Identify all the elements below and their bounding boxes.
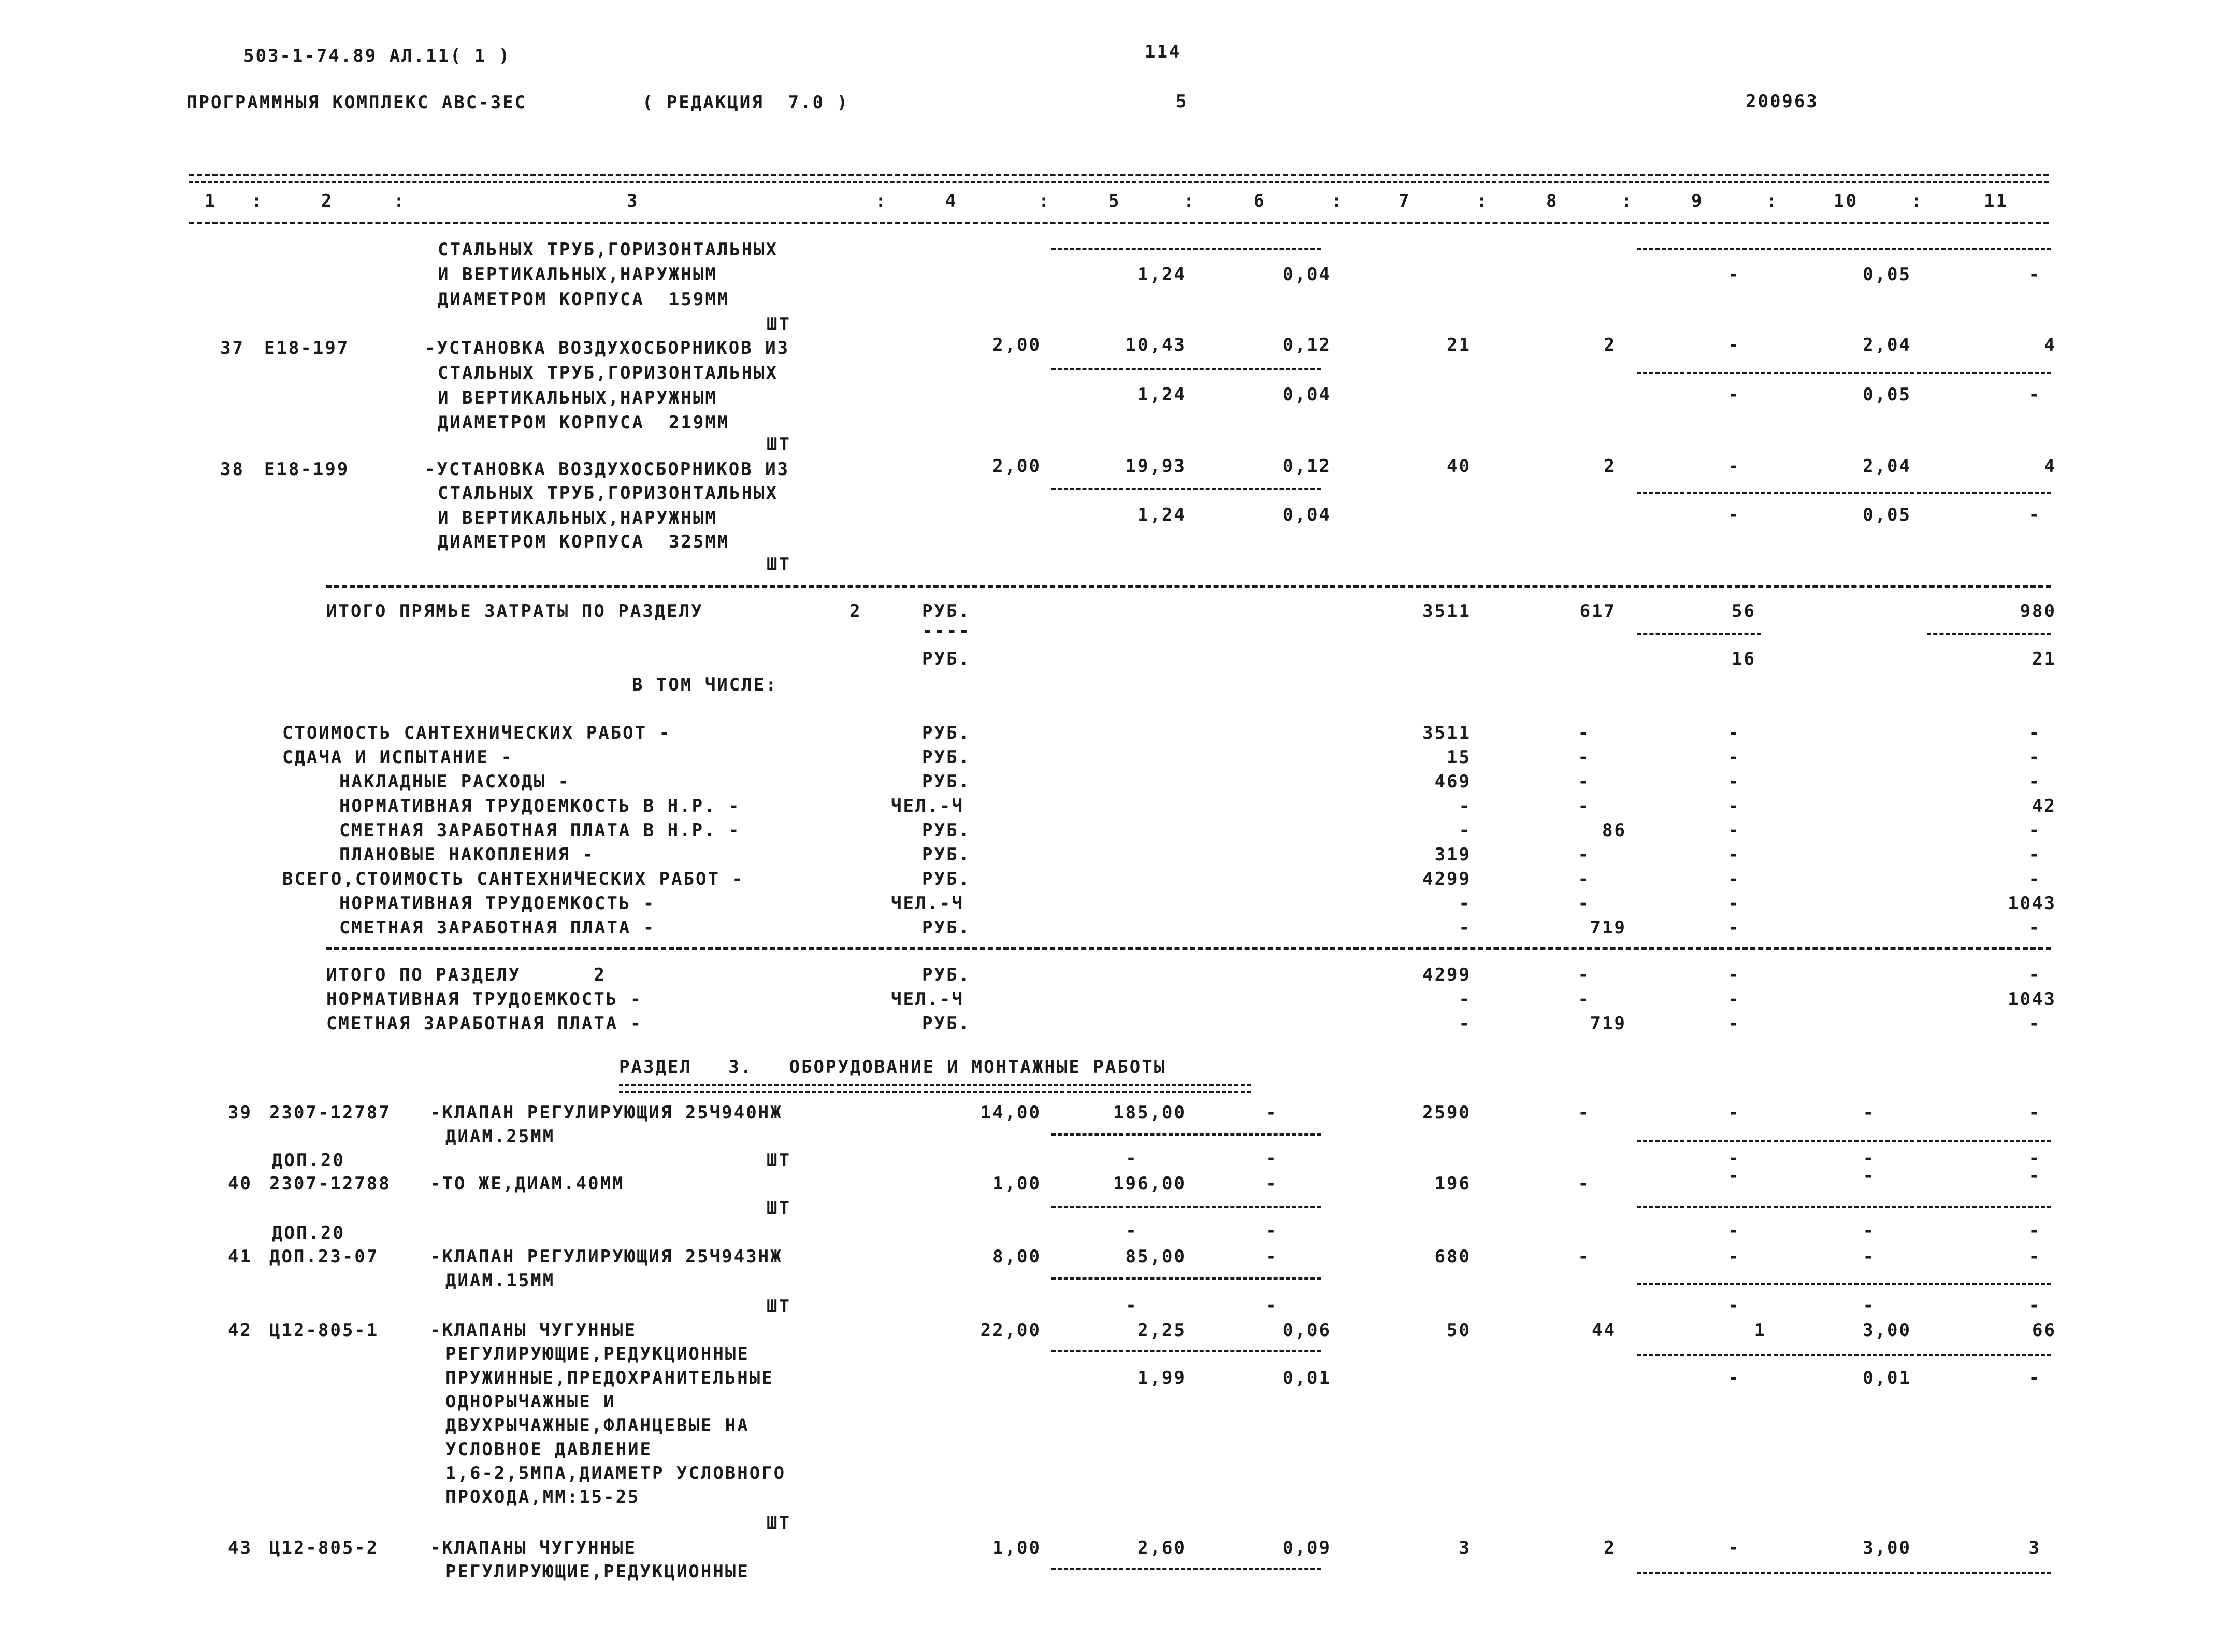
item-desc-line: -ТО ЖЕ,ДИАМ.40ММ: [430, 1173, 625, 1194]
cell-col7: -: [1459, 796, 1471, 816]
cell-col11: 1043: [2008, 989, 2056, 1010]
cell-col7: 3511: [1422, 723, 1471, 743]
cell-col6: -: [1265, 1220, 1278, 1241]
cell-col11: -: [2028, 1295, 2041, 1316]
cell-col10: 3,00: [1863, 1538, 1911, 1558]
totals-section-number: 2: [849, 601, 862, 622]
table-header-rule: [189, 222, 2049, 224]
cell-col8: -: [1578, 1102, 1590, 1123]
cell-col10: 2,04: [1863, 456, 1911, 477]
cell-col10: -: [1863, 1295, 1875, 1316]
cell-col9: -: [1728, 723, 1740, 743]
cell-col9: -: [1728, 820, 1740, 841]
cell-col5: -: [1126, 1295, 1138, 1316]
section-total-unit: ЧЕЛ.-Ч: [891, 989, 964, 1010]
subtotal-rule: [1637, 1206, 2051, 1208]
section-total-label: СМЕТНАЯ ЗАРАБОТНАЯ ПЛАТА -: [326, 1013, 643, 1034]
cell-col5: 85,00: [1125, 1246, 1186, 1267]
cell-col7: -: [1459, 1013, 1471, 1034]
item-unit: ШТ: [767, 434, 791, 455]
item-number: 42: [228, 1320, 252, 1341]
cell-col4: 2,00: [992, 456, 1041, 477]
subtotal-rule: [1051, 368, 1321, 370]
cell-col8: 719: [1590, 917, 1626, 938]
cell-col9: 1: [1754, 1320, 1766, 1341]
cell-col10: -: [1863, 1246, 1875, 1267]
col-header-1: 1: [205, 191, 217, 211]
subtotal-rule: [1637, 492, 2051, 494]
col-sep: :: [1476, 191, 1489, 211]
cell-col11: -: [2028, 771, 2041, 792]
cell-col9: -: [1728, 917, 1740, 938]
cell-col11: -: [2028, 844, 2041, 865]
cell-col8: -: [1578, 771, 1590, 792]
summary-unit: РУБ.: [922, 869, 971, 889]
subtotal-rule: [1637, 1354, 2051, 1356]
subtotal-rule: [1927, 633, 2051, 635]
subtotal-rule: [1051, 1568, 1321, 1570]
summary-label: СДАЧА И ИСПЫТАНИЕ -: [282, 747, 513, 768]
item-desc-line: ДИАМЕТРОМ КОРПУСА 159ММ: [438, 289, 730, 310]
subtotal-rule: [1637, 372, 2051, 374]
cell-col9: -: [1728, 335, 1740, 355]
item-desc-line: РЕГУЛИРУЮЩИЕ,РЕДУКЦИОННЫЕ: [445, 1561, 750, 1582]
item-desc-line: ДИАМ.15ММ: [445, 1270, 555, 1291]
cell-col8: -: [1578, 747, 1590, 768]
col-sep: :: [1039, 191, 1051, 211]
item-desc-line: ДИАМ.25ММ: [445, 1126, 555, 1147]
col-header-11: 11: [1984, 191, 2008, 211]
section-total-unit: РУБ.: [922, 965, 971, 985]
cell-col9: -: [1728, 989, 1740, 1010]
subtotal-rule: [1051, 488, 1321, 490]
table-top-rule: [189, 174, 2049, 176]
cell-col9: -: [1728, 893, 1740, 914]
cell-col11: 66: [2032, 1320, 2056, 1341]
cell-col6: -: [1265, 1295, 1278, 1316]
col-header-3: 3: [627, 191, 639, 211]
cell-col11: 980: [2020, 601, 2056, 622]
cell-col11: -: [2028, 723, 2041, 743]
item-code: 2307-12788: [269, 1173, 391, 1194]
cell-col8: 2: [1604, 335, 1616, 355]
totals-dash: ----: [922, 621, 971, 641]
cell-col5: 19,93: [1125, 456, 1186, 477]
cell-col4: 1,00: [992, 1538, 1041, 1558]
summary-unit: РУБ.: [922, 844, 971, 865]
cell-col7: 40: [1447, 456, 1471, 477]
col-sep: :: [1621, 191, 1634, 211]
cell-col8: -: [1578, 965, 1590, 985]
cell-col9: -: [1728, 264, 1740, 285]
cell-col7: 680: [1434, 1246, 1471, 1267]
item-desc-line: ДВУХРЫЧАЖНЫЕ,ФЛАНЦЕВЫЕ НА: [445, 1415, 750, 1436]
cell-col11: 42: [2032, 796, 2056, 816]
cell-col4: 8,00: [992, 1246, 1041, 1267]
cell-col6: 0,06: [1283, 1320, 1331, 1341]
summary-unit: РУБ.: [922, 820, 971, 841]
cell-col7: 4299: [1422, 965, 1471, 985]
cell-col9: -: [1728, 747, 1740, 768]
cell-col11: -: [2028, 965, 2041, 985]
item-desc-line: -УСТАНОВКА ВОЗДУХОСБОРНИКОВ ИЗ: [425, 459, 790, 480]
cell-col5: 10,43: [1125, 335, 1186, 355]
cell-col6: 0,01: [1283, 1368, 1331, 1388]
item-desc-line: ПРУЖИННЫЕ,ПРЕДОХРАНИТЕЛЬНЫЕ: [445, 1368, 774, 1388]
cell-col6: 0,04: [1283, 264, 1331, 285]
page-number: 114: [1145, 41, 1182, 62]
col-header-5: 5: [1108, 191, 1121, 211]
cell-col9: -: [1728, 1013, 1740, 1034]
cell-col5: 185,00: [1113, 1102, 1186, 1123]
cell-col9: -: [1728, 1220, 1740, 1241]
subtotal-rule: [1637, 1283, 2051, 1285]
cell-col9: -: [1728, 796, 1740, 816]
cell-col10: 2,04: [1863, 335, 1911, 355]
cell-col6: -: [1265, 1102, 1278, 1123]
sheet-number: 5: [1176, 91, 1188, 112]
item-desc-line: ПРОХОДА,ММ:15-25: [445, 1487, 640, 1507]
item-code: 2307-12787: [269, 1102, 391, 1123]
item-desc-line: -КЛАПАНЫ ЧУГУННЫЕ: [430, 1320, 637, 1341]
subtotal-rule: [1637, 633, 1761, 635]
col-sep: :: [1331, 191, 1344, 211]
col-sep: :: [1184, 191, 1196, 211]
col-header-7: 7: [1399, 191, 1411, 211]
cell-col11: -: [2028, 505, 2041, 525]
cell-col8: -: [1578, 1246, 1590, 1267]
item-desc-line: ДИАМЕТРОМ КОРПУСА 219ММ: [438, 412, 730, 433]
cell-col11: 21: [2032, 649, 2056, 669]
cell-col7: -: [1459, 820, 1471, 841]
item-desc-line: -КЛАПАН РЕГУЛИРУЮЩИЯ 25Ч943НЖ: [430, 1246, 783, 1267]
subtotal-rule: [1051, 248, 1321, 250]
col-header-4: 4: [945, 191, 958, 211]
summary-unit: ЧЕЛ.-Ч: [891, 893, 964, 914]
cell-col6: 0,12: [1283, 335, 1331, 355]
cell-col7: 4299: [1422, 869, 1471, 889]
subtotal-rule: [1051, 1277, 1321, 1280]
cell-col9: -: [1728, 1148, 1740, 1169]
cell-col9: -: [1728, 456, 1740, 477]
col-sep: :: [875, 191, 888, 211]
cell-col6: -: [1265, 1246, 1278, 1267]
totals-unit: РУБ.: [922, 649, 971, 669]
cell-col6: 0,12: [1283, 456, 1331, 477]
cell-col9: 16: [1732, 649, 1756, 669]
item-code: ДОП.23-07: [269, 1246, 379, 1267]
cell-col10: 3,00: [1863, 1320, 1911, 1341]
cell-col9: -: [1728, 1102, 1740, 1123]
summary-unit: РУБ.: [922, 917, 971, 938]
cell-col4: 14,00: [980, 1102, 1041, 1123]
cell-col8: -: [1578, 869, 1590, 889]
totals-label: ИТОГО ПРЯМЬЕ ЗАТРАТЫ ПО РАЗДЕЛУ: [326, 601, 703, 622]
item-desc-line: -УСТАНОВКА ВОЗДУХОСБОРНИКОВ ИЗ: [425, 338, 790, 358]
item-number: 39: [228, 1102, 252, 1123]
cell-col7: 319: [1434, 844, 1471, 865]
item-desc-line: -КЛАПАН РЕГУЛИРУЮЩИЯ 25Ч940НЖ: [430, 1102, 783, 1123]
cell-col4: 22,00: [980, 1320, 1041, 1341]
cell-col11: -: [2028, 1148, 2041, 1169]
cell-col8: 44: [1592, 1320, 1616, 1341]
cell-col7: 2590: [1422, 1102, 1471, 1123]
cell-col11: -: [2028, 1102, 2041, 1123]
cell-col9: -: [1728, 1166, 1740, 1186]
item-desc-line: СТАЛЬНЫХ ТРУБ,ГОРИЗОНТАЛЬНЫХ: [438, 483, 779, 504]
col-header-8: 8: [1546, 191, 1559, 211]
item-desc-line: ОДНОРЫЧАЖНЫЕ И: [445, 1391, 616, 1412]
item-code: Ц12-805-2: [269, 1538, 379, 1558]
document-code: 200963: [1746, 91, 1819, 112]
subtotal-rule: [1637, 1140, 2051, 1142]
cell-col7: 21: [1447, 335, 1471, 355]
cell-col11: -: [2028, 1220, 2041, 1241]
item-desc-line: СТАЛЬНЫХ ТРУБ,ГОРИЗОНТАЛЬНЫХ: [438, 239, 779, 260]
cell-col10: 0,05: [1863, 264, 1911, 285]
subtotal-rule: [1637, 248, 2051, 250]
item-unit: ШТ: [767, 554, 791, 575]
item-unit: ШТ: [767, 1513, 791, 1533]
subtotal-rule: [1051, 1350, 1321, 1352]
cell-col5: 1,99: [1137, 1368, 1186, 1388]
cell-col6: 0,04: [1283, 505, 1331, 525]
summary-label: СТОИМОСТЬ САНТЕХНИЧЕСКИХ РАБОТ -: [282, 723, 672, 743]
cell-col11: -: [2028, 820, 2041, 841]
cell-col7: 3: [1459, 1538, 1471, 1558]
section-total-label: ИТОГО ПО РАЗДЕЛУ 2: [326, 965, 606, 985]
section-3-title: РАЗДЕЛ 3. ОБОРУДОВАНИЕ И МОНТАЖНЫЕ РАБОТЫ: [619, 1057, 1166, 1078]
col-header-10: 10: [1834, 191, 1858, 211]
cell-col10: -: [1863, 1166, 1875, 1186]
section-title-underline: [619, 1084, 1251, 1093]
col-header-9: 9: [1691, 191, 1704, 211]
cell-col5: 2,25: [1137, 1320, 1186, 1341]
item-unit: ШТ: [767, 1296, 791, 1317]
col-sep: :: [251, 191, 264, 211]
totals-unit: РУБ.: [922, 601, 971, 622]
summary-label: СМЕТНАЯ ЗАРАБОТНАЯ ПЛАТА В Н.Р. -: [339, 820, 741, 841]
cell-col11: 4: [2044, 335, 2056, 355]
cell-col7: 50: [1447, 1320, 1471, 1341]
item-number: 40: [228, 1173, 252, 1194]
section-total-unit: РУБ.: [922, 1013, 971, 1034]
cell-col11: -: [2028, 384, 2041, 405]
cell-col11: -: [2028, 1013, 2041, 1034]
col-sep: :: [1911, 191, 1924, 211]
subtotal-rule: [1051, 1206, 1321, 1208]
cell-col8: 617: [1579, 601, 1616, 622]
cell-col5: 1,24: [1137, 264, 1186, 285]
cell-col7: 469: [1434, 771, 1471, 792]
summary-unit: ЧЕЛ.-Ч: [891, 796, 964, 816]
section-total-label: НОРМАТИВНАЯ ТРУДОЕМКОСТЬ -: [326, 989, 643, 1010]
summary-label: НАКЛАДНЫЕ РАСХОДЫ -: [339, 771, 570, 792]
item-code: Е18-199: [264, 459, 350, 480]
doc-code: 503-1-74.89 АЛ.11( 1 ): [243, 46, 511, 66]
item-desc-line: -КЛАПАНЫ ЧУГУННЫЕ: [430, 1538, 637, 1558]
cell-col8: 86: [1602, 820, 1626, 841]
item-desc-line: И ВЕРТИКАЛЬНЫХ,НАРУЖНЫМ: [438, 387, 717, 408]
summary-label: ПЛАНОВЫЕ НАКОПЛЕНИЯ -: [339, 844, 595, 865]
cell-col8: -: [1578, 723, 1590, 743]
cell-col9: -: [1728, 384, 1740, 405]
item-desc-line: ДИАМЕТРОМ КОРПУСА 325ММ: [438, 531, 730, 552]
section-rule: [326, 585, 2051, 588]
summary-unit: РУБ.: [922, 723, 971, 743]
cell-col7: 15: [1447, 747, 1471, 768]
item-desc-line: 1,6-2,5МПА,ДИАМЕТР УСЛОВНОГО: [445, 1463, 786, 1484]
cell-col9: -: [1728, 1246, 1740, 1267]
cell-col9: -: [1728, 844, 1740, 865]
summary-label: НОРМАТИВНАЯ ТРУДОЕМКОСТЬ -: [339, 893, 656, 914]
summary-label: НОРМАТИВНАЯ ТРУДОЕМКОСТЬ В Н.Р. -: [339, 796, 741, 816]
cell-col9: -: [1728, 771, 1740, 792]
item-desc-line: И ВЕРТИКАЛЬНЫХ,НАРУЖНЫМ: [438, 264, 717, 285]
item-number: 37: [220, 338, 244, 358]
cell-col9: -: [1728, 1368, 1740, 1388]
cell-col11: -: [2028, 1166, 2041, 1186]
cell-col11: -: [2028, 264, 2041, 285]
item-number: 41: [228, 1246, 252, 1267]
cell-col7: 3511: [1422, 601, 1471, 622]
cell-col11: 1043: [2008, 893, 2056, 914]
subtotal-rule: [1051, 1133, 1321, 1136]
cell-col9: -: [1728, 965, 1740, 985]
cell-col7: -: [1459, 893, 1471, 914]
cell-col11: -: [2028, 1368, 2041, 1388]
cell-col11: -: [2028, 917, 2041, 938]
cell-col8: -: [1578, 989, 1590, 1010]
cell-col6: -: [1265, 1148, 1278, 1169]
cell-col11: -: [2028, 869, 2041, 889]
cell-col8: -: [1578, 893, 1590, 914]
item-desc-line: И ВЕРТИКАЛЬНЫХ,НАРУЖНЫМ: [438, 508, 717, 528]
cell-col7: -: [1459, 989, 1471, 1010]
item-sub-code: ДОП.20: [272, 1150, 345, 1171]
cell-col6: 0,09: [1283, 1538, 1331, 1558]
section-rule: [326, 947, 2051, 950]
cell-col6: -: [1265, 1173, 1278, 1194]
item-desc-line: РЕГУЛИРУЮЩИЕ,РЕДУКЦИОННЫЕ: [445, 1344, 750, 1364]
item-unit: ШТ: [767, 1150, 791, 1171]
cell-col10: -: [1863, 1148, 1875, 1169]
cell-col11: 3: [2028, 1538, 2041, 1558]
cell-col11: -: [2028, 1246, 2041, 1267]
cell-col9: -: [1728, 1538, 1740, 1558]
cell-col5: 1,24: [1137, 505, 1186, 525]
cell-col8: -: [1578, 1173, 1590, 1194]
item-number: 43: [228, 1538, 252, 1558]
cell-col4: 2,00: [992, 335, 1041, 355]
summary-unit: РУБ.: [922, 771, 971, 792]
cell-col9: -: [1728, 1295, 1740, 1316]
cell-col4: 1,00: [992, 1173, 1041, 1194]
program-edition: ( РЕДАКЦИЯ 7.0 ): [642, 92, 849, 113]
col-header-6: 6: [1254, 191, 1266, 211]
item-desc-line: СТАЛЬНЫХ ТРУБ,ГОРИЗОНТАЛЬНЫХ: [438, 363, 779, 383]
table-top-rule-2: [189, 181, 2049, 183]
item-sub-code: ДОП.20: [272, 1223, 345, 1243]
cell-col10: -: [1863, 1102, 1875, 1123]
cell-col9: 56: [1732, 601, 1756, 622]
cell-col6: 0,04: [1283, 384, 1331, 405]
cell-col10: -: [1863, 1220, 1875, 1241]
cell-col5: 196,00: [1113, 1173, 1186, 1194]
subtotal-rule: [1637, 1572, 2051, 1574]
col-sep: :: [1766, 191, 1779, 211]
cell-col9: -: [1728, 869, 1740, 889]
cell-col5: 2,60: [1137, 1538, 1186, 1558]
cell-col8: -: [1578, 796, 1590, 816]
item-code: Ц12-805-1: [269, 1320, 379, 1341]
cell-col7: -: [1459, 917, 1471, 938]
including-label: В ТОМ ЧИСЛЕ:: [632, 674, 778, 695]
cell-col11: 4: [2044, 456, 2056, 477]
cell-col10: 0,05: [1863, 384, 1911, 405]
item-unit: ШТ: [767, 314, 791, 335]
summary-label: СМЕТНАЯ ЗАРАБОТНАЯ ПЛАТА -: [339, 917, 656, 938]
item-code: Е18-197: [264, 338, 350, 358]
summary-label: ВСЕГО,СТОИМОСТЬ САНТЕХНИЧЕСКИХ РАБОТ -: [282, 869, 744, 889]
summary-unit: РУБ.: [922, 747, 971, 768]
cell-col10: 0,01: [1863, 1368, 1911, 1388]
cell-col11: -: [2028, 747, 2041, 768]
col-header-2: 2: [321, 191, 334, 211]
cell-col5: -: [1126, 1148, 1138, 1169]
cell-col8: 2: [1604, 1538, 1616, 1558]
cell-col8: 2: [1604, 456, 1616, 477]
item-desc-line: УСЛОВНОЕ ДАВЛЕНИЕ: [445, 1439, 652, 1460]
cell-col9: -: [1728, 505, 1740, 525]
col-sep: :: [394, 191, 406, 211]
item-unit: ШТ: [767, 1198, 791, 1218]
cell-col10: 0,05: [1863, 505, 1911, 525]
program-name: ПРОГРАММНЫЯ КОМПЛЕКС АВС-3ЕС: [186, 92, 527, 113]
cell-col5: -: [1126, 1220, 1138, 1241]
cell-col5: 1,24: [1137, 384, 1186, 405]
item-number: 38: [220, 459, 244, 480]
cell-col7: 196: [1434, 1173, 1471, 1194]
cell-col8: -: [1578, 844, 1590, 865]
cell-col8: 719: [1590, 1013, 1626, 1034]
